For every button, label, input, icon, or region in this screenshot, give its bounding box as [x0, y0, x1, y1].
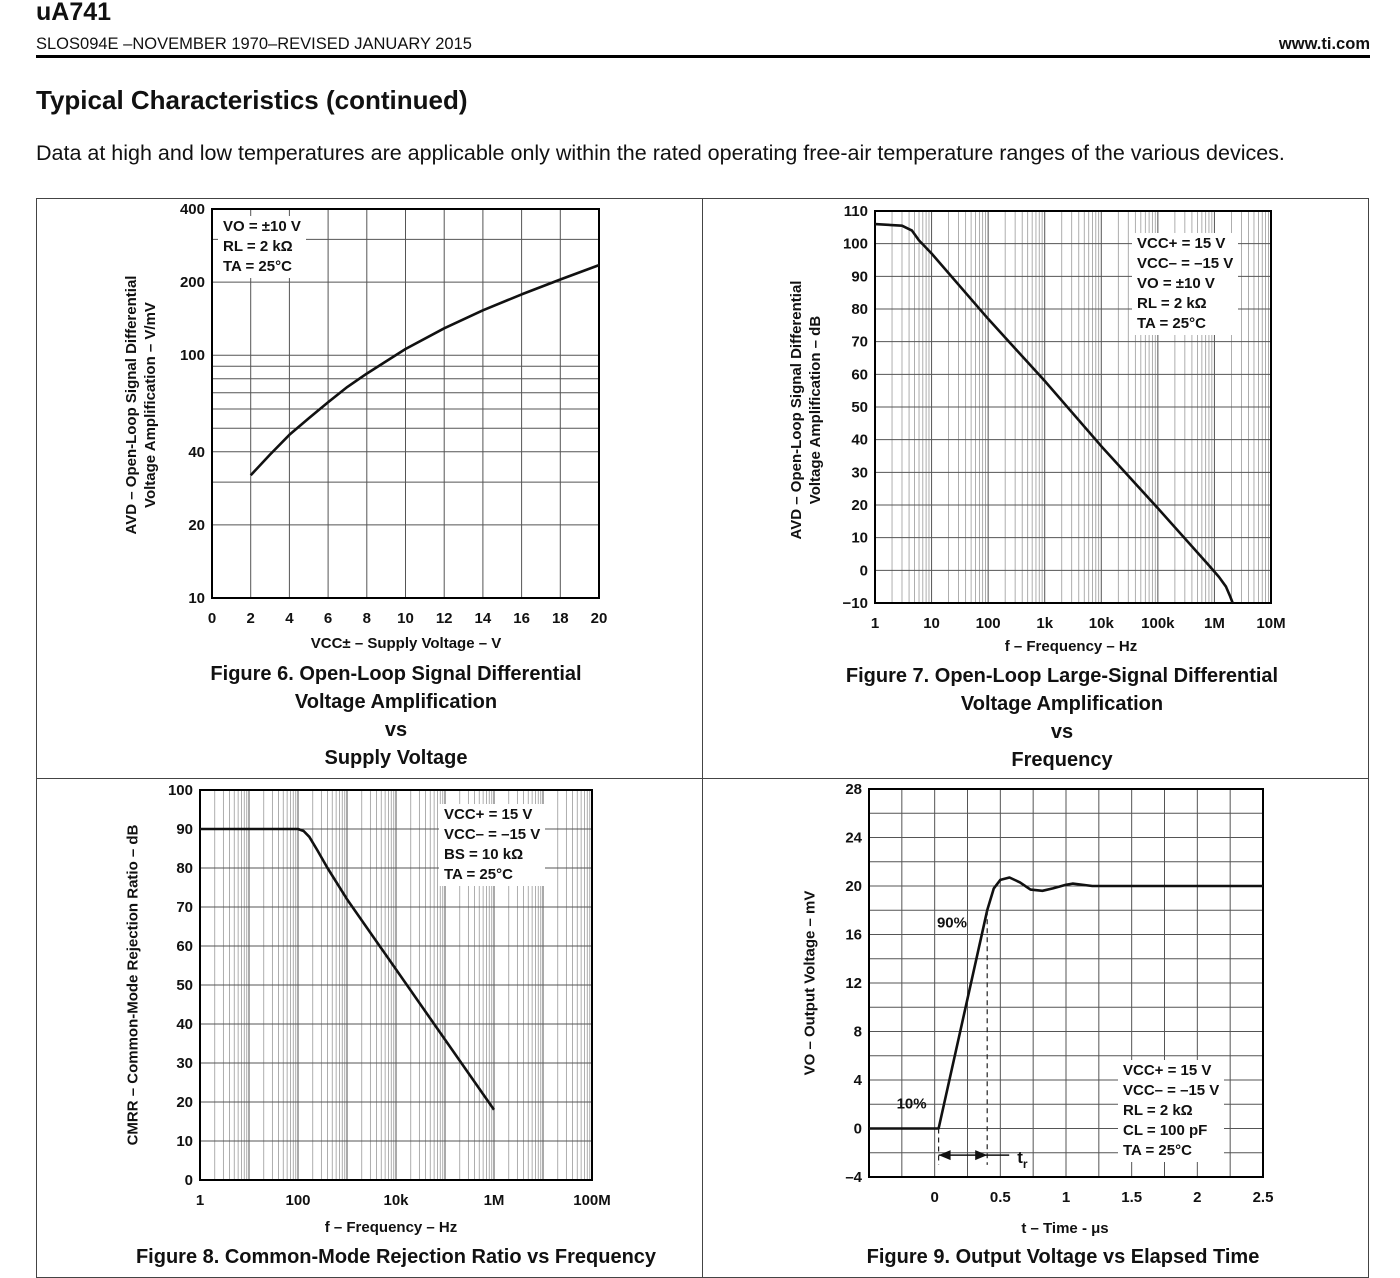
fig9-y-tick-label: 28	[845, 781, 862, 798]
fig9-caption	[713, 1243, 1400, 1271]
fig8-y-tick-label: 0	[184, 1172, 193, 1189]
fig9-y-tick-label: 4	[853, 1072, 862, 1089]
fig8-x-tick-label: 100	[285, 1192, 311, 1209]
fig7-legend-line: TA = 25°C	[1137, 315, 1206, 332]
fig8-y-tick-label: 60	[176, 938, 193, 955]
header-document-line: SLOS094E –NOVEMBER 1970–REVISED JANUARY 2015	[36, 35, 472, 53]
fig6-x-tick-label: 4	[285, 610, 294, 627]
intro-paragraph: Data at high and low temperatures are applicable only within the rated operating free-air temperature ranges of the various devices.	[36, 141, 1285, 165]
fig7-caption-line: Figure 7. Open-Loop Large-Signal Differential	[845, 665, 1279, 687]
fig9-y-tick-label: 24	[845, 829, 862, 847]
fig7-ylabel-line2: Voltage Amplification – dB	[807, 315, 824, 505]
fig7-y-tick-label: 50	[851, 399, 868, 416]
fig9-legend-line: VCC– = –15 V	[1123, 1082, 1220, 1099]
fig6-y-tick-label: 20	[188, 516, 205, 534]
fig7-caption-line: vs	[1050, 721, 1074, 743]
fig6-y-tick-label: 10	[188, 590, 205, 607]
fig7-caption-line: Frequency	[1011, 749, 1113, 771]
fig6-y-tick-label: 40	[188, 443, 205, 461]
fig8-legend-line: VCC+ = 15 V	[444, 806, 533, 823]
fig8-y-tick-label: 90	[176, 821, 193, 838]
fig7-x-tick-label: 100	[975, 615, 1001, 632]
fig9-y-tick-label: 20	[845, 878, 862, 895]
fig7-y-tick-label: 40	[851, 431, 868, 449]
fig9-ylabel-line1: VO – Output Voltage – mV	[801, 890, 819, 1076]
fig6-caption-line: Voltage Amplification	[294, 691, 498, 713]
fig6-caption-line: Supply Voltage	[324, 747, 468, 769]
fig6-y-tick-label: 200	[179, 274, 205, 292]
fig8-caption-line: Figure 8. Common-Mode Rejection Ratio vs Frequency	[135, 1246, 657, 1268]
fig7-y-tick-label: 110	[843, 203, 868, 220]
fig7-caption-line: Voltage Amplification	[960, 693, 1164, 715]
fig7-y-tick-label: 80	[851, 301, 868, 318]
fig9-arrowhead-right	[975, 1150, 987, 1160]
fig6-x-tick-label: 14	[474, 610, 492, 627]
fig9-y-tick-label: 12	[845, 975, 862, 992]
fig9-y-tick-label: 8	[853, 1023, 862, 1041]
fig6-x-tick-label: 2	[246, 610, 255, 627]
fig9-x-tick-label: 0	[930, 1189, 939, 1206]
fig7-legend-line: VCC+ = 15 V	[1137, 235, 1226, 252]
fig6-x-tick-label: 0	[207, 610, 217, 627]
fig7-y-tick-label: 60	[851, 366, 868, 384]
fig8-x-tick-label: 10k	[383, 1192, 409, 1209]
fig9-x-tick-label: 2	[1193, 1189, 1202, 1206]
fig9-legend-line: RL = 2 kΩ	[1123, 1102, 1193, 1119]
fig9-arrowhead-left	[939, 1150, 951, 1160]
fig7-x-tick-label: 1M	[1204, 615, 1225, 632]
fig8-y-tick-label: 70	[176, 899, 193, 916]
fig7-legend-line: RL = 2 kΩ	[1137, 295, 1207, 312]
fig7-y-tick-label: 100	[842, 235, 868, 253]
fig6-x-tick-label: 20	[590, 610, 608, 627]
fig6-y-tick-label: 400	[179, 201, 205, 218]
fig7-x-tick-label: 100k	[1141, 615, 1175, 632]
fig8-y-tick-label: 100	[167, 782, 193, 799]
fig9-x-tick-label: 2.5	[1252, 1189, 1274, 1206]
fig8-y-tick-label: 10	[176, 1133, 193, 1150]
fig9-caption-line: Figure 9. Output Voltage vs Elapsed Time	[866, 1246, 1260, 1268]
fig7-y-tick-label: 10	[851, 529, 868, 547]
fig6-legend-line: RL = 2 kΩ	[223, 238, 293, 255]
fig6-x-tick-label: 12	[435, 610, 453, 627]
fig9-x-tick-label: 1.5	[1121, 1189, 1143, 1206]
fig8-x-tick-label: 1	[195, 1192, 205, 1209]
fig7-y-tick-label: 90	[851, 268, 868, 286]
fig9-y-tick-label: 0	[853, 1120, 862, 1138]
fig9-annotation-tr: $t_r$	[1017, 1148, 1028, 1172]
fig9-ylabel	[801, 891, 820, 1076]
fig7-y-tick-label: −10	[842, 595, 868, 612]
fig9-legend-line: VCC+ = 15 V	[1123, 1062, 1212, 1079]
fig9-annotation-90: 90%	[936, 914, 967, 932]
fig9-legend-line: CL = 100 pF	[1123, 1122, 1208, 1139]
fig6-x-tick-label: 6	[323, 610, 333, 627]
fig8-y-tick-label: 50	[176, 977, 193, 994]
fig7-x-tick-label: 10	[923, 615, 940, 632]
fig8-y-tick-label: 80	[176, 860, 193, 877]
fig9-legend-line: TA = 25°C	[1123, 1142, 1192, 1159]
fig7-xlabel: f – Frequency – Hz	[1004, 638, 1138, 655]
fig7-x-tick-label: 10M	[1256, 615, 1286, 632]
fig7-x-tick-label: 10k	[1088, 615, 1114, 632]
fig8-legend-line: BS = 10 kΩ	[444, 846, 524, 863]
fig9-x-tick-label: 1	[1061, 1189, 1071, 1206]
fig7-y-tick-label: 20	[851, 497, 868, 514]
fig6-x-tick-label: 8	[362, 610, 371, 627]
fig9-y-tick-label: –4	[845, 1169, 862, 1186]
header-part-number: uA741	[36, 0, 112, 26]
fig9-annotation-10: 10%	[896, 1095, 927, 1113]
fig6-x-tick-label: 10	[397, 610, 414, 627]
fig8-y-tick-label: 20	[176, 1094, 193, 1111]
fig6-x-tick-label: 18	[551, 610, 569, 627]
fig9-xlabel: t – Time - μs	[1021, 1220, 1109, 1237]
fig6-ylabel-line2: Voltage Amplification – V/mV	[142, 302, 159, 508]
fig8-ylabel-line1: CMRR – Common-Mode Rejection Ratio – dB	[124, 824, 142, 1146]
fig7-ylabel-line1: AVD – Open-Loop Signal Differential	[788, 280, 805, 540]
fig6-legend-line: VO = ±10 V	[223, 218, 301, 235]
fig9-legend	[1118, 1060, 1224, 1162]
fig8-legend-line: VCC– = –15 V	[444, 826, 541, 843]
fig8-x-tick-label: 1M	[483, 1192, 505, 1209]
fig6-caption-line: vs	[384, 719, 408, 741]
fig7-legend-line: VO = ±10 V	[1137, 275, 1215, 292]
fig7-x-tick-label: 1	[870, 615, 880, 632]
fig7-legend-line: VCC– = –15 V	[1137, 255, 1234, 272]
fig6-ylabel-line1: AVD – Open-Loop Signal Differential	[123, 275, 140, 535]
fig8-x-tick-label: 100M	[573, 1192, 611, 1209]
fig7-x-tick-label: 1k	[1036, 615, 1054, 632]
header-website-link[interactable]: www.ti.com	[1278, 35, 1370, 53]
fig7-y-tick-label: 0	[859, 562, 868, 580]
fig9-y-tick-label: 16	[845, 926, 862, 944]
fig8-xlabel: f – Frequency – Hz	[324, 1219, 458, 1236]
fig7-y-tick-label: 70	[851, 333, 868, 351]
fig8-legend-line: TA = 25°C	[444, 866, 513, 883]
fig9-x-tick-label: 0.5	[989, 1189, 1011, 1206]
fig6-y-tick-label: 100	[179, 347, 205, 365]
fig8-y-tick-label: 40	[176, 1016, 193, 1033]
fig6-xlabel: VCC± – Supply Voltage – V	[310, 635, 502, 652]
fig6-x-tick-label: 16	[513, 610, 530, 627]
fig8-y-tick-label: 30	[176, 1055, 193, 1072]
fig6-caption-line: Figure 6. Open-Loop Signal Differential	[210, 663, 582, 685]
section-title: Typical Characteristics (continued)	[36, 85, 468, 115]
fig6-legend-line: TA = 25°C	[223, 258, 292, 275]
fig7-y-tick-label: 30	[851, 464, 868, 482]
